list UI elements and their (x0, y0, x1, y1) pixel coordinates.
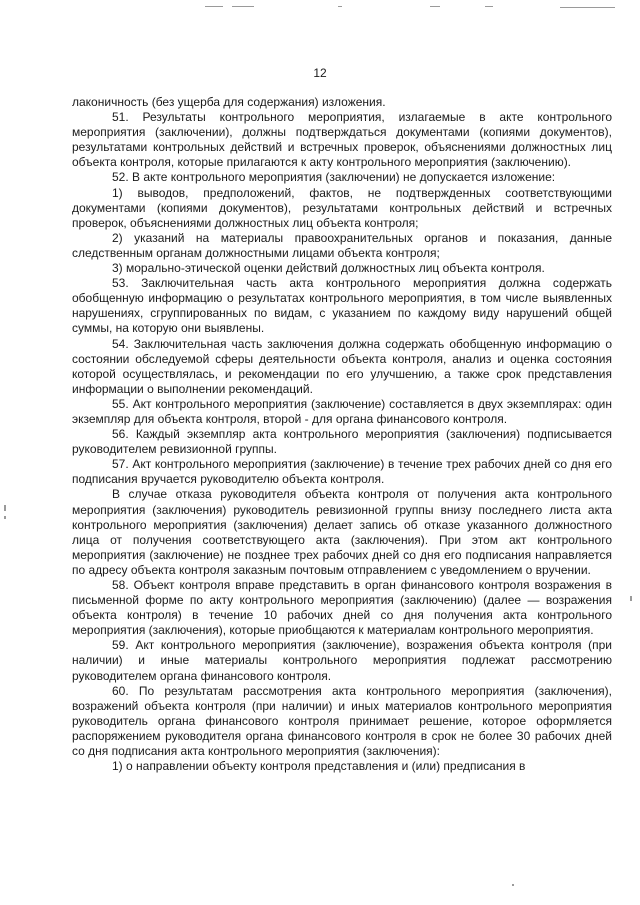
page-number: 12 (313, 66, 327, 80)
paragraph-59: 59. Акт контрольного мероприятия (заключение), возражения объекта контроля (при наличии) и иные материалы контрольного мероприятия подлежат рассмотрению руководителем органа финансового контроля. (72, 638, 612, 683)
paragraph-continuation: лаконичность (без ущерба для содержания) изложения. (72, 95, 386, 109)
paragraph-60-item-1: 1) о направлении объекту контроля представления и (или) предписания в (112, 759, 526, 774)
paragraph-53: 53. Заключительная часть акта контрольного мероприятия должна содержать обобщенную информацию о результатах контрольного мероприятия, в том числе выявленных нарушениях, сгруппированных по видам, с указанием по каждому виду нарушений общей суммы, на которую они выявлены. (72, 276, 612, 336)
paragraph-57-refusal: В случае отказа руководителя объекта контроля от получения акта контрольного мероприятия (заключения) руководитель ревизионной группы внизу последнего листа акта контрольного мероприятия (заключения) делает запись об отказе указанного должностного лица от получения соответствующего акта (заключения). При этом акт контрольного мероприятия (заключение) не позднее трех рабочих дней со дня его подписания направляется по адресу объекта контроля заказным почтовым отправлением с уведомлением о вручении. (72, 487, 612, 577)
paragraph-56: 56. Каждый экземпляр акта контрольного мероприятия (заключения) подписывается руководителем ревизионной группы. (72, 427, 612, 457)
paragraph-52-item-3: 3) морально-этической оценки действий должностных лиц объекта контроля. (112, 261, 545, 276)
paragraph-51: 51. Результаты контрольного мероприятия, излагаемые в акте контрольного мероприятия (заключении), должны подтверждаться документами (копиями документов), результатами контрольных действий и встречных проверок, объяснениями должностных лиц объекта контроля, которые прилагаются к акту контрольного мероприятия (заключению). (72, 110, 612, 170)
paragraph-52-item-2: 2) указаний на материалы правоохранительных органов и показания, данные следственным органам должностными лицами объекта контроля; (72, 230, 612, 260)
paragraph-57: 57. Акт контрольного мероприятия (заключение) в течение трех рабочих дней со дня его подписания вручается руководителю объекта контроля. (72, 457, 612, 487)
paragraph-52: 52. В акте контрольного мероприятия (заключении) не допускается изложение: (112, 170, 556, 185)
paragraph-55: 55. Акт контрольного мероприятия (заключение) составляется в двух экземплярах: один экземпляр для объекта контроля, второй - для органа финансового контроля. (72, 396, 612, 426)
paragraph-52-item-1: 1) выводов, предположений, фактов, не подтвержденных соответствующими документами (копиями документов), результатами контрольных действий и встречных проверок, объяснениями должностных лиц объекта контроля; (72, 185, 612, 230)
paragraph-60: 60. По результатам рассмотрения акта контрольного мероприятия (заключения), возражений объекта контроля (при наличии) и иных материалов контрольного мероприятия руководитель органа финансового контроля принимает решение, которое оформляется распоряжением руководителя органа финансового контроля в срок не более 30 рабочих дней со дня подписания акта контрольного мероприятия (заключения): (72, 683, 612, 759)
paragraph-58: 58. Объект контроля вправе представить в орган финансового контроля возражения в письменной форме по акту контрольного мероприятия (заключению) (далее — возражения объекта контроля) в течение 10 рабочих дней со дня получения акта контрольного мероприятия (заключения), которые приобщаются к материалам контрольного мероприятия. (72, 578, 612, 638)
document-body (72, 95, 612, 774)
paragraph-54: 54. Заключительная часть заключения должна содержать обобщенную информацию о состоянии обследуемой сферы деятельности объекта контроля, анализ и оценка состояния которой осуществлялась, и рекомендации по его улучшению, а также срок представления информации о выполнении рекомендаций. (72, 336, 612, 396)
